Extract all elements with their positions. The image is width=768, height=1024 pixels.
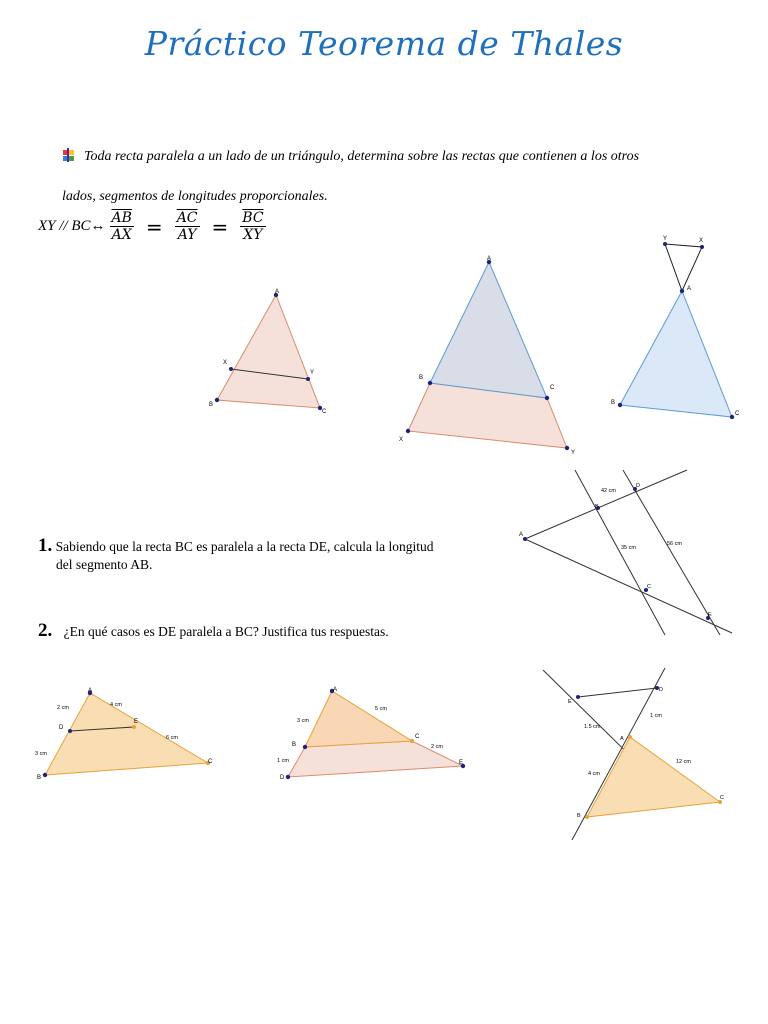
label-a: A: [519, 532, 524, 538]
fraction-ab-ax: [110, 210, 134, 243]
figure-triangle-3: [605, 232, 750, 427]
label-b: B: [595, 504, 599, 510]
figure-question-1: [515, 465, 740, 640]
question-number: 1.: [38, 535, 53, 556]
length-de: 56 cm: [667, 541, 682, 547]
label-x: X: [223, 360, 228, 366]
label-b: B: [419, 375, 424, 381]
length-ab: 4 cm: [588, 771, 600, 777]
label-y: Y: [310, 370, 315, 376]
intro-line-2: lados, segmentos de longitudes proporcionales.: [62, 189, 328, 204]
label-y: Y: [663, 236, 668, 242]
figure-question-2b: [275, 682, 475, 787]
label-c: C: [647, 584, 651, 590]
label-a: A: [620, 736, 624, 742]
bullet-icon: [62, 148, 76, 162]
label-e: E: [134, 719, 139, 725]
fraction-bc-xy: [240, 210, 265, 243]
intro-paragraph: [62, 137, 722, 217]
length-ad: 1 cm: [650, 713, 662, 719]
figure-question-2c: [540, 665, 740, 845]
label-e: E: [708, 612, 712, 618]
label-b: B: [292, 742, 297, 748]
label-b: B: [209, 402, 214, 408]
question-text-line2: del segmento AB.: [56, 557, 153, 572]
length-ac: 12 cm: [676, 759, 691, 765]
length-db: 3 cm: [35, 751, 47, 757]
fraction-num: $\overline{AC}$: [176, 210, 198, 226]
question-text: ¿En qué casos es DE paralela a BC? Justifica tus respuestas.: [63, 624, 389, 639]
length-ec: 6 cm: [166, 735, 178, 741]
length-ac: 35 cm: [621, 545, 636, 551]
label-x: X: [399, 437, 404, 443]
label-a: A: [333, 687, 338, 693]
label-c: C: [415, 734, 420, 740]
fraction-den: XY: [243, 227, 263, 243]
label-d: D: [59, 725, 64, 731]
proportion-formula: [38, 210, 270, 243]
label-d: D: [636, 483, 640, 489]
label-a: A: [88, 688, 93, 694]
fraction-ac-ay: [175, 210, 200, 243]
label-e: E: [568, 699, 572, 705]
label-c: C: [322, 409, 327, 415]
fraction-den: AY: [177, 227, 197, 243]
fraction-num: $\overline{BC}$: [242, 210, 264, 226]
label-c: C: [735, 411, 740, 417]
label-d: D: [659, 687, 663, 693]
length-ad: 2 cm: [57, 705, 69, 711]
label-b: B: [611, 400, 616, 406]
question-text-line1: Sabiendo que la recta BC es paralela a la recta DE, calcula la longitud: [55, 539, 434, 554]
length-ae: 4 cm: [110, 702, 122, 708]
label-x: X: [699, 238, 704, 244]
formula-lhs: XY // BC↔: [38, 218, 106, 234]
label-b: B: [577, 813, 581, 819]
label-c: C: [720, 795, 724, 801]
fraction-num: $\overline{AB}$: [111, 210, 132, 226]
equals-sign: =: [145, 214, 163, 239]
label-d: D: [280, 775, 285, 781]
length-ab: 42 cm: [601, 488, 616, 494]
length-ce: 2 cm: [431, 744, 443, 750]
question-1: [38, 535, 508, 573]
length-ac: 5 cm: [375, 706, 387, 712]
figure-question-2a: [30, 685, 230, 785]
equals-sign: =: [211, 214, 229, 239]
label-c: C: [208, 759, 213, 765]
length-bd: 1 cm: [277, 758, 289, 764]
intro-line-1: Toda recta paralela a un lado de un triángulo, determina sobre las rectas que contienen a los otros: [84, 149, 640, 164]
label-a: A: [275, 289, 280, 295]
fraction-den: AX: [111, 227, 132, 243]
label-b: B: [37, 775, 42, 781]
page-title: Práctico Teorema de Thales: [144, 24, 624, 63]
length-ab: 3 cm: [297, 718, 309, 724]
question-2: [38, 620, 508, 642]
figure-triangle-1: [200, 285, 340, 420]
label-a: A: [687, 286, 692, 292]
label-a: A: [487, 256, 492, 262]
length-ae: 1.5 cm: [584, 724, 601, 730]
label-y: Y: [571, 450, 576, 455]
label-c: C: [550, 385, 555, 391]
question-number: 2.: [38, 620, 53, 641]
label-e: E: [459, 760, 464, 766]
figure-triangle-2: [395, 255, 585, 455]
